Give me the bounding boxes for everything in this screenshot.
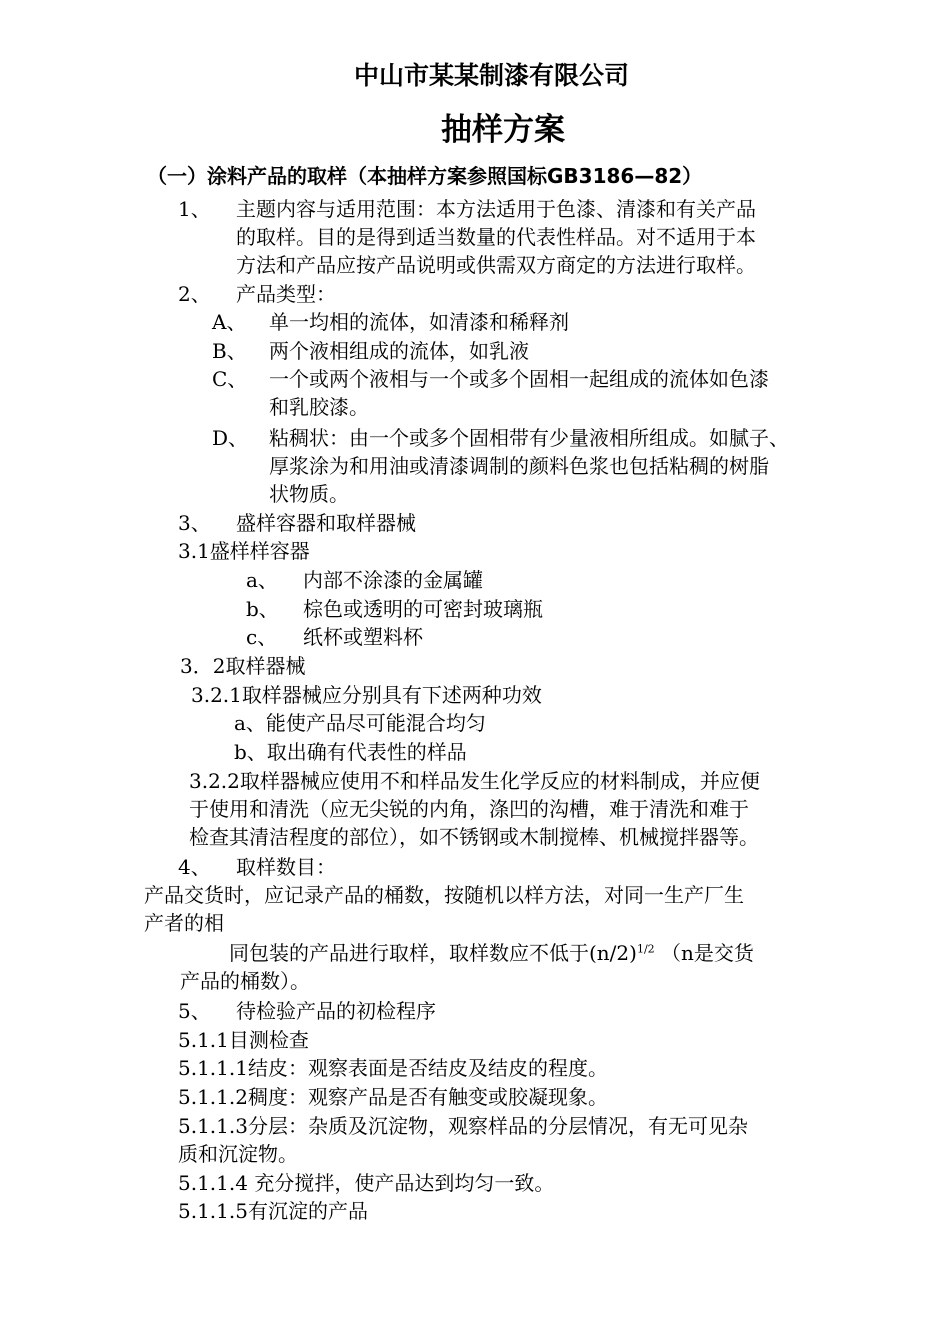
item-number: 3、 xyxy=(178,511,211,535)
paragraph-line: 5.1.1.3分层：杂质及沉淀物，观察样品的分层情况，有无可见杂 xyxy=(178,1114,748,1138)
item-number: A、 xyxy=(212,310,247,334)
company-name: 中山市某某制漆有限公司 xyxy=(354,61,630,90)
paragraph-line: 盛样容器和取样器械 xyxy=(236,511,416,535)
paragraph-line xyxy=(229,939,754,967)
paragraph-line: 的取样。目的是得到适当数量的代表性样品。对不适用于本 xyxy=(236,225,756,249)
section-heading: （一）涂料产品的取样（本抽样方案参照国标GB3186—82） xyxy=(147,164,703,188)
paragraph-line: 方法和产品应按产品说明或供需双方商定的方法进行取样。 xyxy=(236,253,756,277)
subsection-heading: 3.2.1取样器械应分别具有下述两种功效 xyxy=(191,683,542,707)
item-number: C、 xyxy=(212,367,248,391)
paragraph-line: 两个液相组成的流体，如乳液 xyxy=(269,339,529,363)
paragraph-line: 于使用和清洗（应无尖锐的内角，涤凹的沟槽，难于清洗和难于 xyxy=(189,797,749,821)
paragraph-line: 产者的相 xyxy=(144,911,224,935)
item-number: 2、 xyxy=(178,282,211,306)
item-number: b、 xyxy=(246,597,279,621)
paragraph-line: 和乳胶漆。 xyxy=(269,395,369,419)
item-number: 5、 xyxy=(178,999,211,1023)
paragraph-line: 单一均相的流体，如清漆和稀释剂 xyxy=(269,310,569,334)
paragraph-line: 主题内容与适用范围：本方法适用于色漆、清漆和有关产品 xyxy=(236,197,756,221)
paragraph-line: 厚浆涂为和用油或清漆调制的颜料色浆也包括粘稠的树脂 xyxy=(269,454,769,478)
subsection-heading: 3．2取样器械 xyxy=(180,654,306,678)
paragraph-line: 5.1.1.2稠度：观察产品是否有触变或胶凝现象。 xyxy=(178,1085,608,1109)
paragraph-line: 取样数目： xyxy=(236,855,336,879)
exponent: 1/2 xyxy=(636,942,655,956)
paragraph-line: 内部不涂漆的金属罐 xyxy=(303,568,483,592)
subsection-heading: 3.1盛样样容器 xyxy=(178,539,310,563)
document-title: 抽样方案 xyxy=(441,112,565,148)
paragraph-line: 棕色或透明的可密封玻璃瓶 xyxy=(303,597,543,621)
paragraph-line: 5.1.1.5有沉淀的产品 xyxy=(178,1199,368,1223)
paragraph-line: 产品的桶数）。 xyxy=(180,969,310,993)
paragraph-line: 状物质。 xyxy=(269,482,349,506)
formula-note: （n是交货 xyxy=(661,941,754,965)
paragraph-line: 5.1.1.1结皮：观察表面是否结皮及结皮的程度。 xyxy=(178,1056,608,1080)
paragraph-line: 5.1.1.4 充分搅拌，使产品达到均匀一致。 xyxy=(178,1171,555,1195)
item-number: a、 xyxy=(246,568,278,592)
paragraph-line: 质和沉淀物。 xyxy=(178,1142,298,1166)
paragraph-line: 粘稠状：由一个或多个固相带有少量液相所组成。如腻子、 xyxy=(269,426,789,450)
paragraph-line: 纸杯或塑料杯 xyxy=(303,625,423,649)
paragraph-line: 3.2.2取样器械应使用不和样品发生化学反应的材料制成，并应便 xyxy=(189,769,760,793)
item-number: 1、 xyxy=(178,197,211,221)
item-number: 4、 xyxy=(178,855,211,879)
paragraph-line: 产品交货时，应记录产品的桶数，按随机以样方法，对同一生产厂生 xyxy=(144,883,744,907)
formula-text: 同包装的产品进行取样，取样数应不低于(n/2) xyxy=(229,941,637,965)
paragraph-line: 检查其清洁程度的部位），如不锈钢或木制搅棒、机械搅拌器等。 xyxy=(189,825,759,849)
item-number: c、 xyxy=(246,625,278,649)
paragraph-line: b、取出确有代表性的样品 xyxy=(234,740,467,764)
subsection-heading: 5.1.1目测检查 xyxy=(178,1028,309,1052)
paragraph-line: a、能使产品尽可能混合均匀 xyxy=(234,711,486,735)
paragraph-line: 产品类型： xyxy=(236,282,336,306)
paragraph-line: 一个或两个液相与一个或多个固相一起组成的流体如色漆 xyxy=(269,367,769,391)
item-number: B、 xyxy=(212,339,247,363)
item-number: D、 xyxy=(212,426,249,450)
paragraph-line: 待检验产品的初检程序 xyxy=(236,999,436,1023)
